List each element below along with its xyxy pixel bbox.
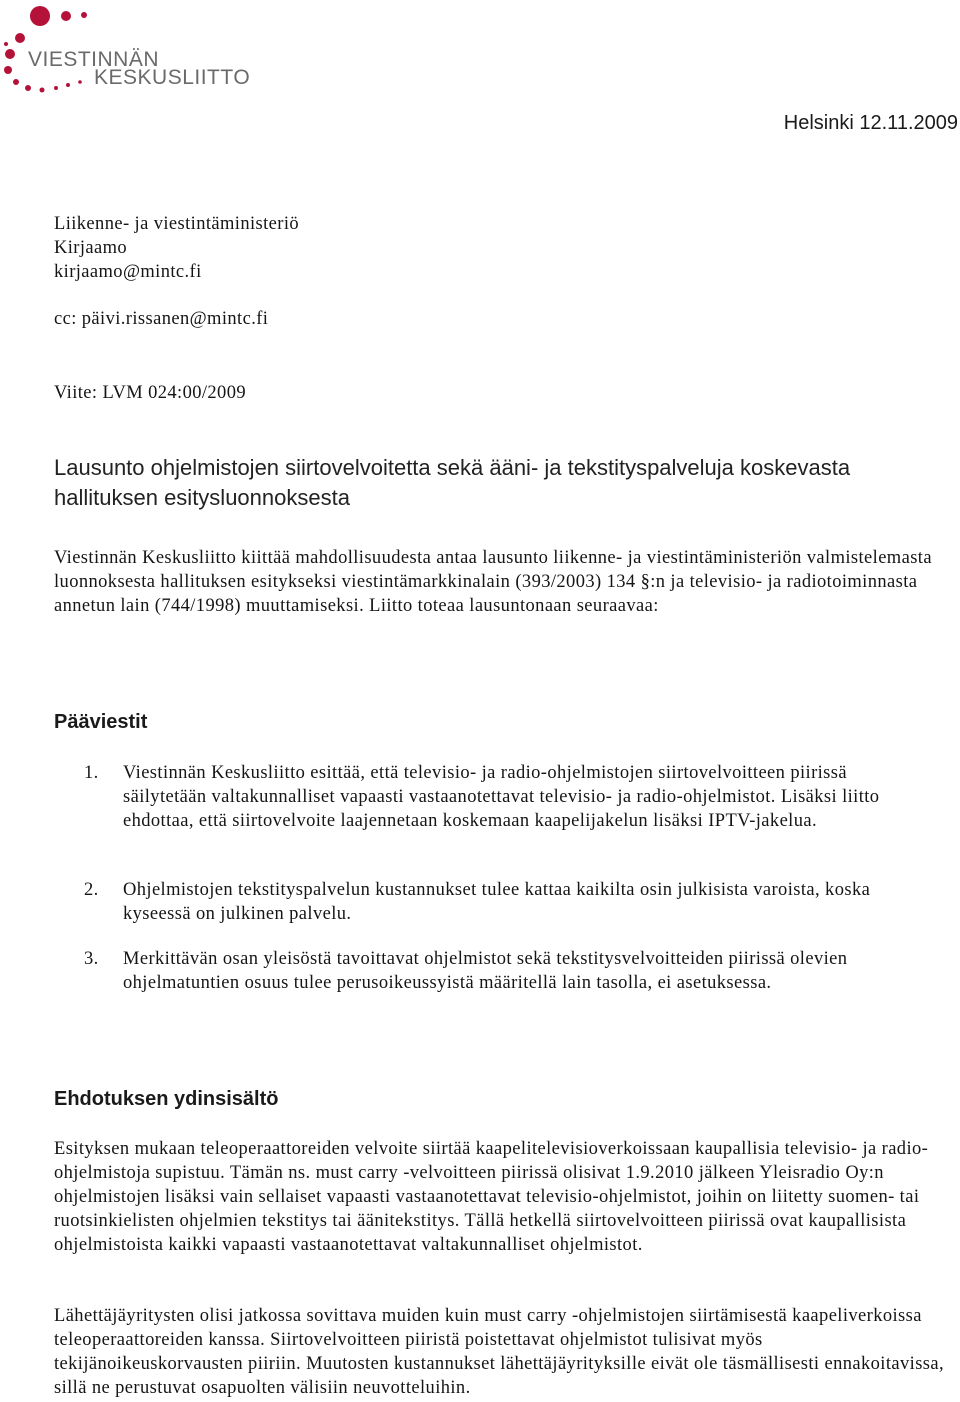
organization-logo xyxy=(0,2,262,94)
document-title: Lausunto ohjelmistojen siirtovelvoitetta sekä ääni- ja tekstityspalveluja koskevasta hallituksen esitysluonnoksesta xyxy=(54,455,851,510)
logo-dot xyxy=(13,79,19,85)
section-heading: Pääviestit xyxy=(54,711,148,733)
list-item xyxy=(54,761,934,833)
section-heading: Ehdotuksen ydinsisältö xyxy=(54,1088,279,1110)
logo-dot xyxy=(25,85,31,91)
cc-line: cc: päivi.rissanen@mintc.fi xyxy=(54,309,269,329)
recipient-block xyxy=(54,212,299,284)
body-paragraph: Lähettäjäyritysten olisi jatkossa sovittava muiden kuin must carry -ohjelmistojen siirtämisestä kaapeliverkoissa teleoperaattoreiden kanssa. Siirtovelvoitteen piiristä poistettavat ohjelmistot tulisivat myös tekijänoikeuskorvausten piiriin. Muutosten kustannukset lähettäjäyrityksille eivät ole täsmällisesti ennakoitavissa, sillä ne perustuvat osapuolten välisiin neuvotteluihin. xyxy=(54,1306,945,1398)
logo-dot xyxy=(61,11,71,21)
logo-dot xyxy=(40,88,45,93)
letter-date: Helsinki 12.11.2009 xyxy=(783,112,958,134)
list-number: 3. xyxy=(84,949,99,969)
logo-dot xyxy=(4,42,8,46)
reference-line: Viite: LVM 024:00/2009 xyxy=(54,383,247,403)
list-text: Viestinnän Keskusliitto esittää, että televisio- ja radio-ohjelmistojen siirtovelvoitteen piirissä säilytetään valtakunnalliset vapaasti vastaanotettavat televisio- ja radio-ohjelmistot. Lisäksi liitto ehdottaa, että siirtovelvoite laajennetaan koskemaan kaapelijakelun lisäksi IPTV-jakelua. xyxy=(123,763,880,831)
recipient-line: Liikenne- ja viestintäministeriö xyxy=(54,214,300,234)
logo-graphic xyxy=(0,2,262,94)
logo-dot xyxy=(4,66,12,74)
logo-dot xyxy=(81,12,87,18)
list-text: Ohjelmistojen tekstityspalvelun kustannukset tulee kattaa kaikilta osin julkisista varoista, koska kyseessä on julkinen palvelu. xyxy=(123,880,871,924)
logo-dot xyxy=(78,80,82,84)
list-item xyxy=(54,947,934,995)
intro-paragraph: Viestinnän Keskusliitto kiittää mahdollisuudesta antaa lausunto liikenne- ja viestintäministeriön valmistelemasta luonnoksesta hallituksen esitykseksi viestintämarkkinalain (393/2003) 134 §:n ja televisio- ja radiotoiminnasta annetun lain (744/1998) muuttamiseksi. Liitto toteaa lausuntonaan seuraavaa: xyxy=(54,548,932,616)
logo-text-line1: VIESTINNÄN xyxy=(28,48,160,71)
logo-dot xyxy=(30,6,50,26)
list-number: 2. xyxy=(84,880,99,900)
body-paragraph: Esityksen mukaan teleoperaattoreiden velvoite siirtää kaapelitelevisioverkoissaan kaupallisia televisio- ja radio-ohjelmistoja supistuu. Tämän ns. must carry -velvoitteen piirissä olisivat 1.9.2010 jälkeen Yleisradio Oy:n ohjelmistojen lisäksi vain sellaiset vapaasti vastaanotettavat televisio-ohjelmistot, joihin on liitetty suomen- tai ruotsinkielisten ohjelmien tekstitys tai äänitekstitys. Tällä hetkellä siirtovelvoitteen piirissä ovat kaupallisista ohjelmistoista kaikki vapaasti vastaanotettavat valtakunnalliset ohjelmistot. xyxy=(54,1139,929,1255)
recipient-email: kirjaamo@mintc.fi xyxy=(54,262,202,282)
logo-dot xyxy=(54,86,58,90)
logo-dot xyxy=(66,83,70,87)
logo-dot xyxy=(15,33,25,43)
list-text: Merkittävän osan yleisöstä tavoittavat ohjelmistot sekä tekstitysvelvoitteiden piirissä olevien ohjelmatuntien osuus tulee perusoikeussyistä määritellä lain tasolla, ei asetuksessa. xyxy=(123,949,848,993)
logo-text-line2: KESKUSLIITTO xyxy=(94,66,251,89)
recipient-line: Kirjaamo xyxy=(54,238,128,258)
list-number: 1. xyxy=(84,763,99,783)
logo-dot xyxy=(5,49,15,59)
list-item xyxy=(54,878,934,926)
